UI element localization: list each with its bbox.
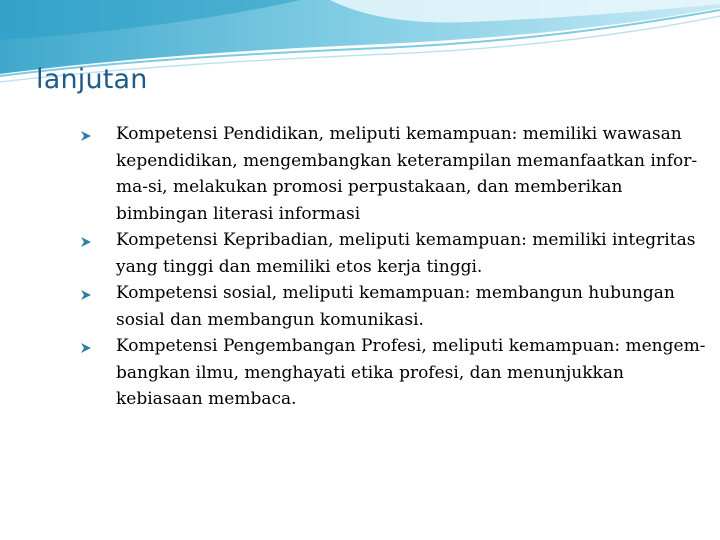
bullet-item bbox=[116, 227, 706, 280]
bullet-text: Kompetensi sosial, meliputi kemampuan: membangun hubungan sosial dan membangun komunikasi. bbox=[116, 283, 675, 330]
arrow-bullet-icon bbox=[80, 130, 92, 142]
arrow-bullet-icon bbox=[80, 236, 92, 248]
arrow-bullet-icon bbox=[80, 342, 92, 354]
bullet-item bbox=[116, 333, 706, 413]
bullet-text: Kompetensi Pengembangan Profesi, meliputi kemampuan: mengem-bangkan ilmu, menghayati etika profesi, dan menunjukkan kebiasaan membaca. bbox=[116, 336, 706, 409]
bullet-text: Kompetensi Pendidikan, meliputi kemampuan: memiliki wawasan kependidikan, mengembangkan keterampilan memanfaatkan infor-ma-si, melakukan promosi perpustakaan, dan memberikan bimbingan literasi informasi bbox=[116, 124, 698, 224]
arrow-bullet-icon bbox=[80, 289, 92, 301]
bullet-item bbox=[116, 121, 706, 227]
bullet-list bbox=[116, 121, 706, 413]
bullet-item bbox=[116, 280, 706, 333]
slide-title: lanjutan bbox=[36, 64, 148, 95]
bullet-text: Kompetensi Kepribadian, meliputi kemampuan: memiliki integritas yang tinggi dan memiliki etos kerja tinggi. bbox=[116, 230, 696, 277]
